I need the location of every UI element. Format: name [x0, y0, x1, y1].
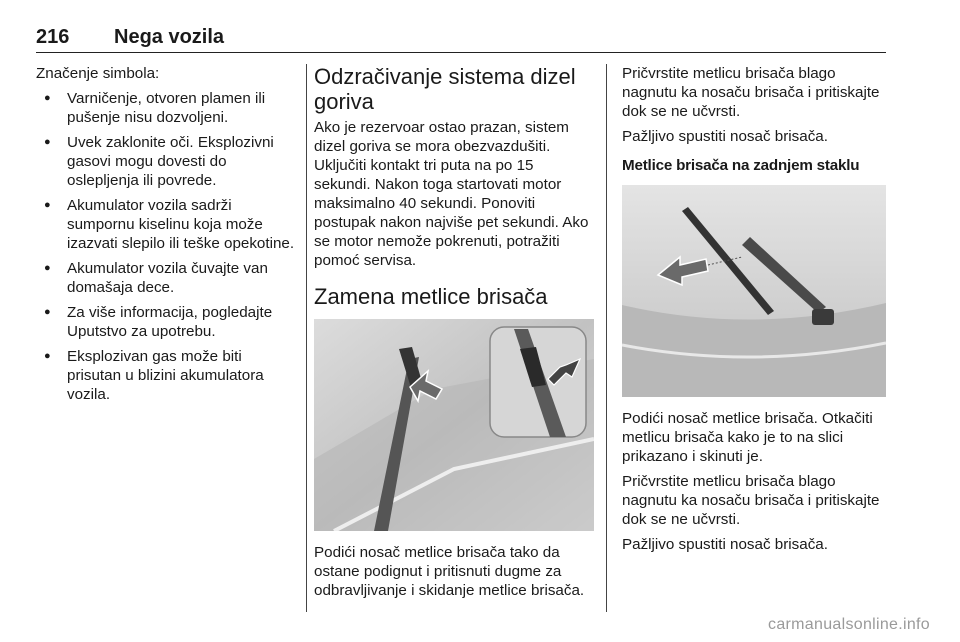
rear-wiper-illustration — [622, 185, 886, 397]
column-3 — [622, 64, 886, 560]
column-2 — [314, 64, 594, 606]
section-title-wiper-replace: Zamena metlice brisača — [314, 284, 548, 309]
list-item: ● Akumulator vozila sadrži sumpornu kiselinu koja može izazvati slepilo ili teške opekotine. — [36, 196, 298, 253]
section-title-fuel-bleed: Odzračivanje sistema dizel goriva — [314, 64, 576, 114]
list-item: ● Eksplozivan gas može biti prisutan u blizini akumulatora vozila. — [36, 347, 298, 404]
column-divider-1 — [306, 64, 307, 612]
rear-attach-text: Pričvrstite metlicu brisača blago nagnutu ka nosaču brisača i pritiskajte dok se ne učvrsti. — [622, 473, 880, 528]
fuel-bleed-body: Ako je rezervoar ostao prazan, sistem dizel goriva se mora obezvazdušiti. Uključiti kontakt tri puta na po 15 sekundi. Nakon toga startovati motor maksimalno 40 sekundi. Ponoviti postupak nakon najviše pet sekundi. Ako se motor nemože pokrenuti, potražiti pomoć servisa. — [314, 119, 589, 269]
symbols-intro: Značenje simbola: — [36, 65, 160, 82]
watermark: carmanualsonline.info — [768, 616, 930, 633]
column-1 — [36, 64, 298, 404]
list-item: ● Varničenje, otvoren plamen ili pušenje nisu dozvoljeni. — [36, 89, 298, 127]
rear-lower-text: Pažljivo spustiti nosač brisača. — [622, 536, 828, 553]
column-divider-2 — [606, 64, 607, 612]
front-wiper-illustration — [314, 319, 594, 531]
front-wiper-caption: Podići nosač metlice brisača tako da ostane podignut i pritisnuti dugme za odbravljivanje i skidanje metlice brisača. — [314, 544, 585, 599]
list-item: ● Akumulator vozila čuvajte van domašaja dece. — [36, 259, 298, 297]
rear-wiper-subheading: Metlice brisača na zadnjem staklu — [622, 157, 860, 174]
page-title: Nega vozila — [114, 26, 225, 48]
rear-remove-text: Podići nosač metlice brisača. Otkačiti metlicu brisača kako je to na slici prikazano i skinuti je. — [622, 410, 873, 465]
list-item: ● Uvek zaklonite oči. Eksplozivni gasovi mogu dovesti do oslepljenja ili povrede. — [36, 133, 298, 190]
header-divider — [36, 52, 886, 53]
page-header — [36, 26, 886, 52]
page-number: 216 — [36, 26, 70, 48]
attach-blade-text: Pričvrstite metlicu brisača blago nagnutu ka nosaču brisača i pritiskajte dok se ne učvrsti. — [622, 65, 880, 120]
lower-arm-text: Pažljivo spustiti nosač brisača. — [622, 128, 828, 145]
list-item: ● Za više informacija, pogledajte Uputstvo za upotrebu. — [36, 303, 298, 341]
symbols-list — [36, 89, 298, 404]
